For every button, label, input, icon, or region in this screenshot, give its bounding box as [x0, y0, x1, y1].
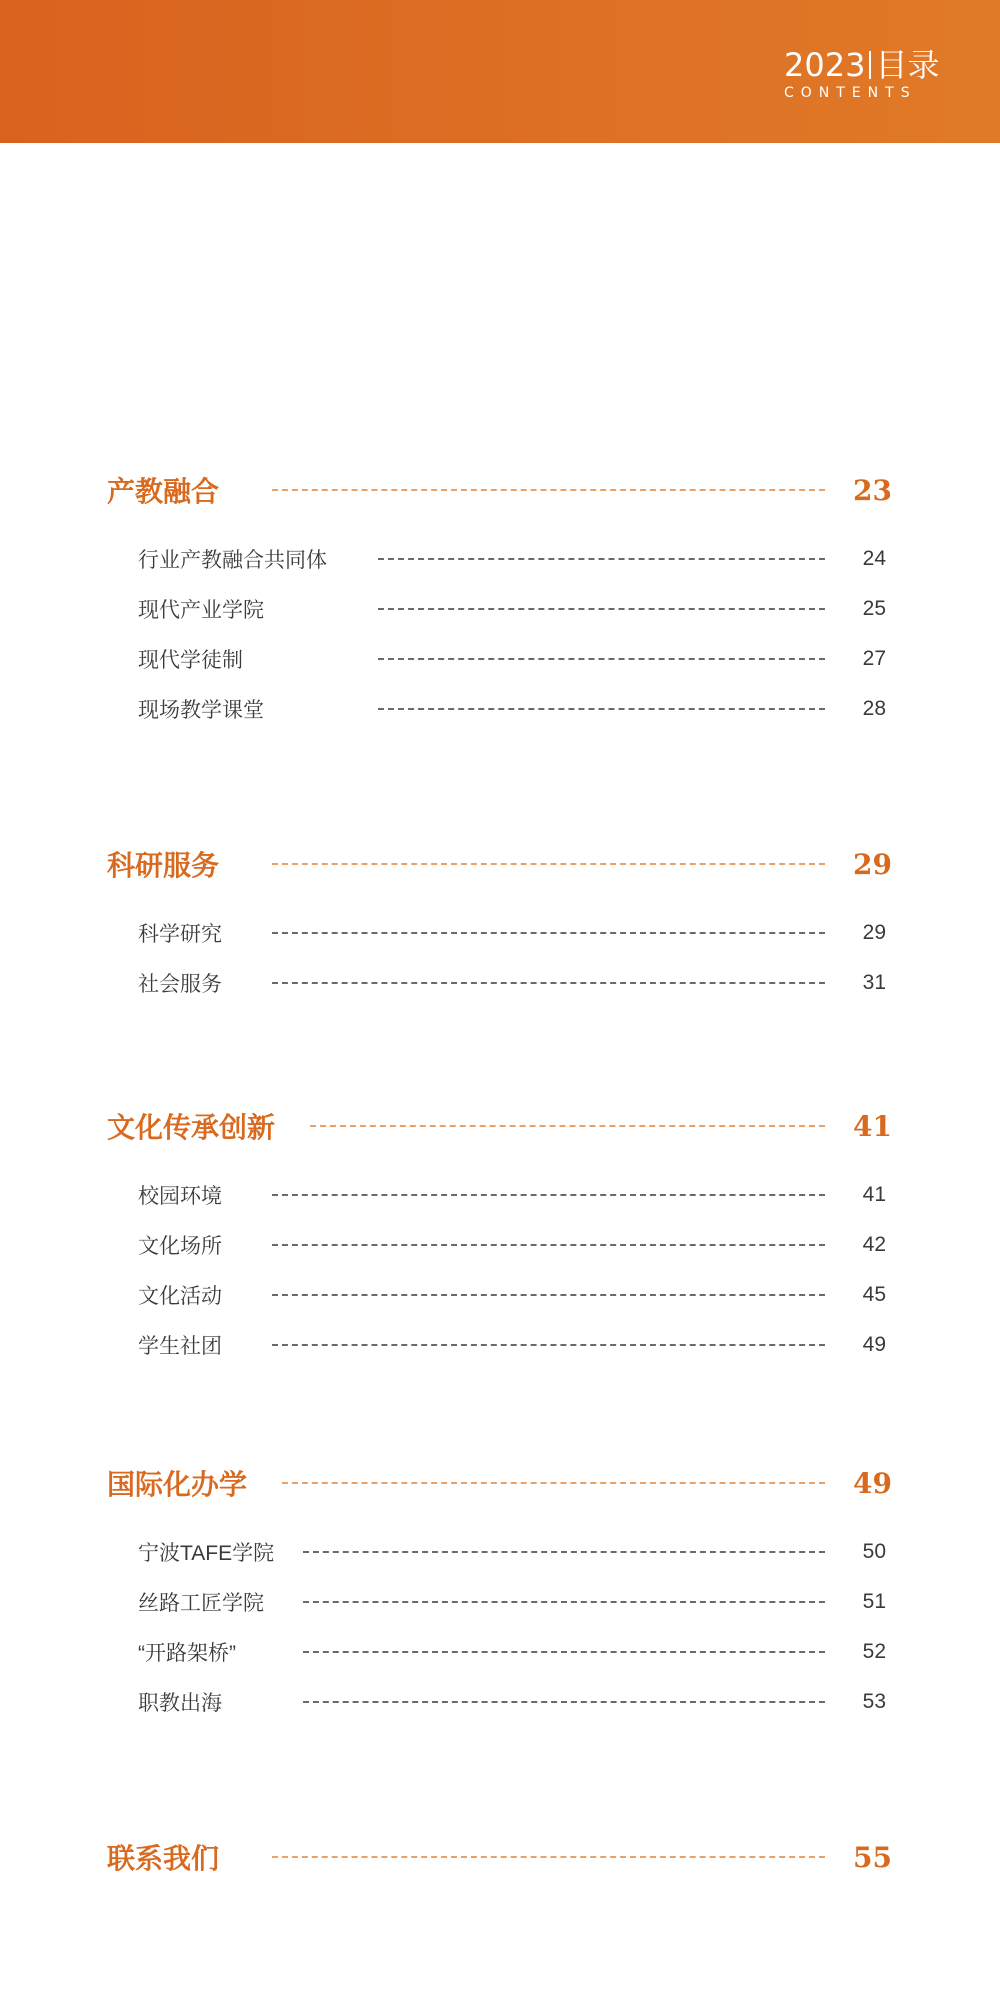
toc-section-page: 29 — [853, 847, 892, 881]
toc-item-page: 50 — [862, 1540, 886, 1563]
toc-item[interactable] — [0, 963, 1000, 1003]
toc-item-page: 42 — [862, 1233, 886, 1256]
toc-item[interactable] — [0, 1275, 1000, 1315]
toc-section-3[interactable] — [0, 1106, 1000, 1146]
toc-item[interactable] — [0, 689, 1000, 729]
toc-section-title: 联系我们 — [107, 1842, 220, 1875]
toc-leader — [272, 982, 825, 984]
toc-item[interactable] — [0, 1325, 1000, 1365]
toc-item-page: 51 — [862, 1590, 886, 1613]
brand-block — [784, 46, 939, 102]
brand-subtitle: CONTENTS — [784, 85, 917, 101]
toc-section-title: 国际化办学 — [107, 1468, 248, 1501]
toc-item-title: 校园环境 — [138, 1185, 222, 1208]
toc-item-title: 社会服务 — [138, 973, 222, 996]
toc-item-page: 25 — [862, 597, 886, 620]
toc-leader — [272, 1194, 825, 1196]
toc-item-title: 学生社团 — [138, 1335, 222, 1358]
brand-year: 2023 — [784, 46, 866, 84]
toc-item[interactable] — [0, 913, 1000, 953]
toc-item-title: 文化活动 — [138, 1285, 222, 1308]
toc-leader — [303, 1701, 825, 1703]
toc-item[interactable] — [0, 589, 1000, 629]
toc-leader — [272, 932, 825, 934]
toc-item-title: 现代学徒制 — [138, 649, 243, 672]
toc-item-page: 45 — [862, 1283, 886, 1306]
toc-section-title: 产教融合 — [107, 475, 220, 508]
toc-section-5[interactable] — [0, 1837, 1000, 1877]
toc-item-page: 49 — [862, 1333, 886, 1356]
toc-leader — [272, 1244, 825, 1246]
toc-item[interactable] — [0, 1532, 1000, 1572]
toc-item-title: 文化场所 — [138, 1235, 222, 1258]
toc-item[interactable] — [0, 539, 1000, 579]
toc-item-page: 29 — [862, 921, 886, 944]
toc-leader — [282, 1482, 825, 1484]
toc-item[interactable] — [0, 1582, 1000, 1622]
toc-leader — [272, 1856, 825, 1858]
toc-item-title: 宁波TAFE学院 — [138, 1542, 275, 1565]
toc-section-page: 23 — [853, 473, 892, 507]
toc-leader — [378, 558, 825, 560]
brand-divider — [869, 51, 871, 79]
brand-title: 目录 — [875, 46, 940, 84]
toc-section-title: 文化传承创新 — [107, 1111, 276, 1144]
toc-leader — [272, 1294, 825, 1296]
toc-item-title: 现场教学课堂 — [138, 699, 264, 722]
toc-leader — [303, 1651, 825, 1653]
toc-item-title: 职教出海 — [138, 1692, 222, 1715]
toc-leader — [272, 863, 825, 865]
toc-item-title: 丝路工匠学院 — [138, 1592, 264, 1615]
toc-item-title: 现代产业学院 — [138, 599, 264, 622]
toc-item-title: 行业产教融合共同体 — [138, 549, 327, 572]
toc-section-2[interactable] — [0, 844, 1000, 884]
toc-item-page: 52 — [862, 1640, 886, 1663]
toc-leader — [378, 658, 825, 660]
toc-section-page: 41 — [853, 1109, 892, 1143]
toc-leader — [303, 1551, 825, 1553]
toc-item-title: 科学研究 — [138, 923, 222, 946]
header-banner — [0, 0, 1000, 143]
toc-section-page: 49 — [853, 1466, 892, 1500]
toc-leader — [310, 1125, 825, 1127]
toc-item-page: 53 — [862, 1690, 886, 1713]
toc-item[interactable] — [0, 1225, 1000, 1265]
toc-leader — [378, 708, 825, 710]
toc-section-4[interactable] — [0, 1463, 1000, 1503]
toc-item-page: 28 — [862, 697, 886, 720]
toc-section-page: 55 — [853, 1840, 892, 1874]
toc-item[interactable] — [0, 1682, 1000, 1722]
toc-item-title: “开路架桥” — [138, 1642, 236, 1665]
toc-item-page: 27 — [862, 647, 886, 670]
toc-item[interactable] — [0, 639, 1000, 679]
toc-leader — [378, 608, 825, 610]
toc-section-1[interactable] — [0, 470, 1000, 510]
toc-item-page: 41 — [862, 1183, 886, 1206]
toc-item[interactable] — [0, 1632, 1000, 1672]
toc-leader — [272, 1344, 825, 1346]
toc-leader — [303, 1601, 825, 1603]
toc-item-page: 24 — [862, 547, 886, 570]
toc-item[interactable] — [0, 1175, 1000, 1215]
brand-title-line — [784, 46, 939, 84]
toc-section-title: 科研服务 — [107, 849, 220, 882]
toc-item-page: 31 — [862, 971, 886, 994]
toc-leader — [272, 489, 825, 491]
